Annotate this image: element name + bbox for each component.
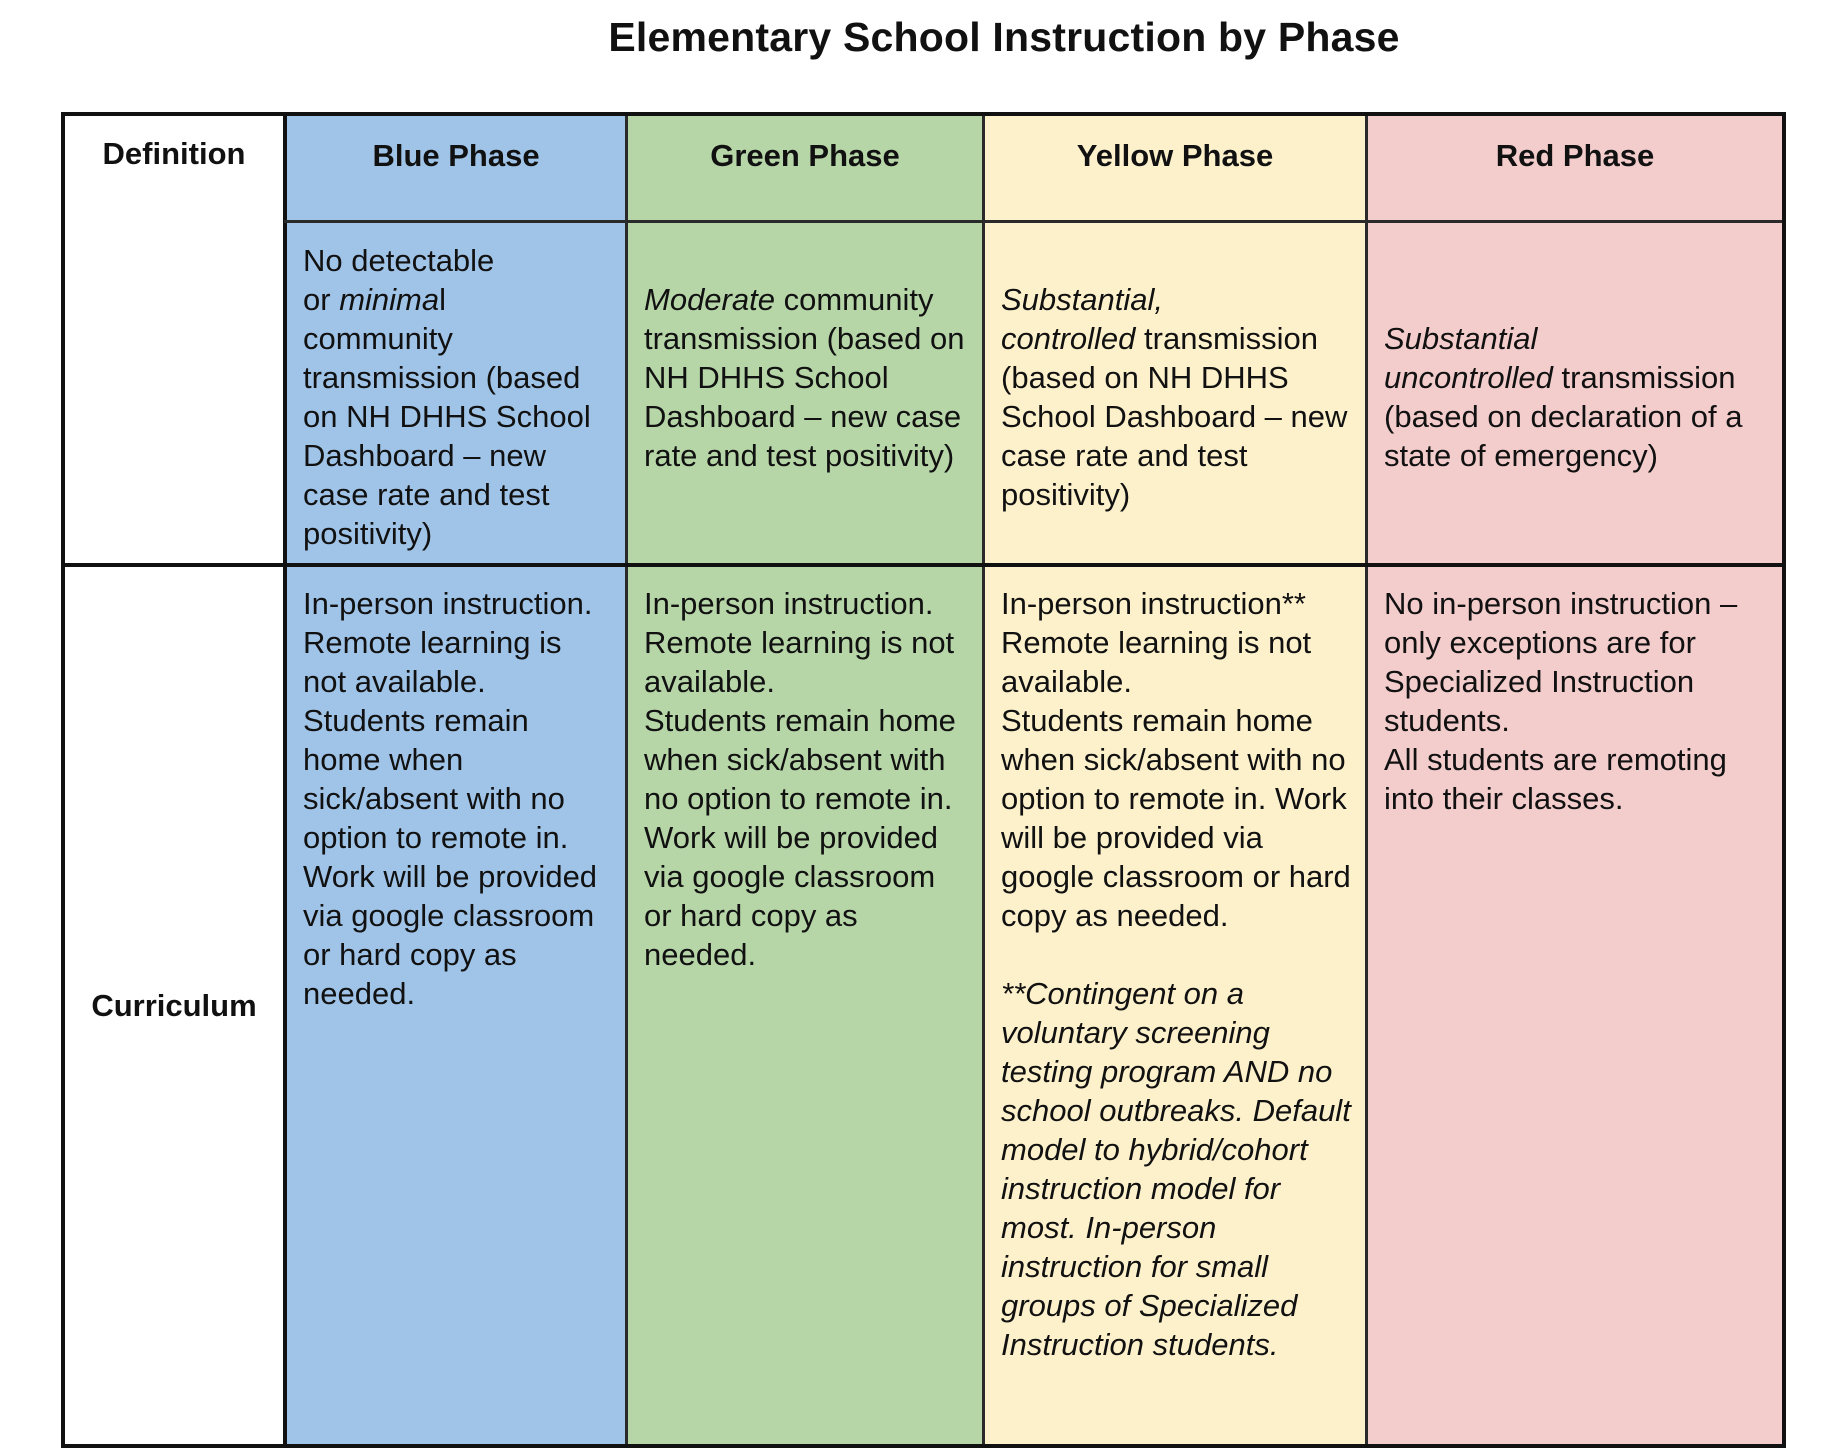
- red-definition: [1368, 319, 1782, 475]
- yellow-curriculum-p2: Remote learning is not available.: [1001, 625, 1312, 699]
- blue-definition-text: or: [303, 282, 340, 317]
- row-divider: [284, 220, 1782, 223]
- blue-phase-header: Blue Phase: [372, 138, 540, 173]
- red-definition-italic: Substantial: [1384, 321, 1538, 356]
- red-phase-header: Red Phase: [1495, 138, 1655, 173]
- blue-definition-line1: No detectable: [303, 243, 495, 278]
- green-definition-italic: Moderate: [644, 282, 775, 317]
- blue-definition: [287, 241, 625, 553]
- red-curriculum-p1: No in-person instruction – only exceptions are for Specialized Instruction students.: [1384, 586, 1738, 738]
- red-curriculum: [1368, 584, 1782, 818]
- blue-curriculum-p2: Students remain home when sick/absent with no option to remote in. Work will be provided via google classroom or hard copy as needed.: [303, 703, 598, 1011]
- green-curriculum-p2: Students remain home when sick/absent with no option to remote in. Work will be provided via google classroom or hard copy as needed.: [644, 703, 956, 972]
- green-definition-rest: community transmission (based on NH DHHS School Dashboard – new case rate and test positivity): [644, 282, 965, 473]
- blue-curriculum-p1: In-person instruction. Remote learning is not available.: [303, 586, 593, 699]
- yellow-definition: [985, 280, 1365, 514]
- green-definition: [628, 280, 982, 475]
- red-curriculum-p2: All students are remoting into their classes.: [1384, 742, 1727, 816]
- yellow-curriculum-p3: Students remain home when sick/absent with no option to remote in. Work will be provided via google classroom or hard copy as needed.: [1001, 703, 1351, 933]
- blue-definition-italic: minima: [339, 282, 440, 317]
- page-title: Elementary School Instruction by Phase: [608, 14, 1400, 60]
- phase-table: [61, 112, 1786, 1448]
- yellow-definition-italic: controlled: [1001, 321, 1136, 356]
- blue-curriculum: [287, 584, 625, 1013]
- red-definition-rest: transmission (based on declaration of a state of emergency): [1384, 360, 1743, 473]
- green-curriculum: [628, 584, 982, 974]
- yellow-curriculum-p1: In-person instruction**: [1001, 586, 1306, 621]
- yellow-curriculum-note: **Contingent on a voluntary screening testing program AND no school outbreaks. Default model to hybrid/cohort instruction model for most. In-person instruction for small groups of Specialized Instruction students.: [1001, 976, 1351, 1362]
- definition-row-header: Definition: [102, 136, 246, 171]
- green-phase-header: Green Phase: [710, 138, 900, 173]
- blue-definition-text: l: [439, 282, 446, 317]
- curriculum-row-header: Curriculum: [91, 988, 257, 1023]
- red-definition-italic: uncontrolled: [1384, 360, 1553, 395]
- yellow-definition-rest: transmission (based on NH DHHS School Dashboard – new case rate and test positivity): [1001, 321, 1348, 512]
- green-curriculum-p1: In-person instruction. Remote learning is not available.: [644, 586, 955, 699]
- yellow-definition-italic: Substantial,: [1001, 282, 1163, 317]
- yellow-phase-header: Yellow Phase: [1076, 138, 1274, 173]
- yellow-curriculum: [985, 584, 1365, 1364]
- blue-definition-rest: community transmission (based on NH DHHS School Dashboard – new case rate and test positivity): [303, 321, 591, 551]
- row-divider: [65, 563, 1782, 567]
